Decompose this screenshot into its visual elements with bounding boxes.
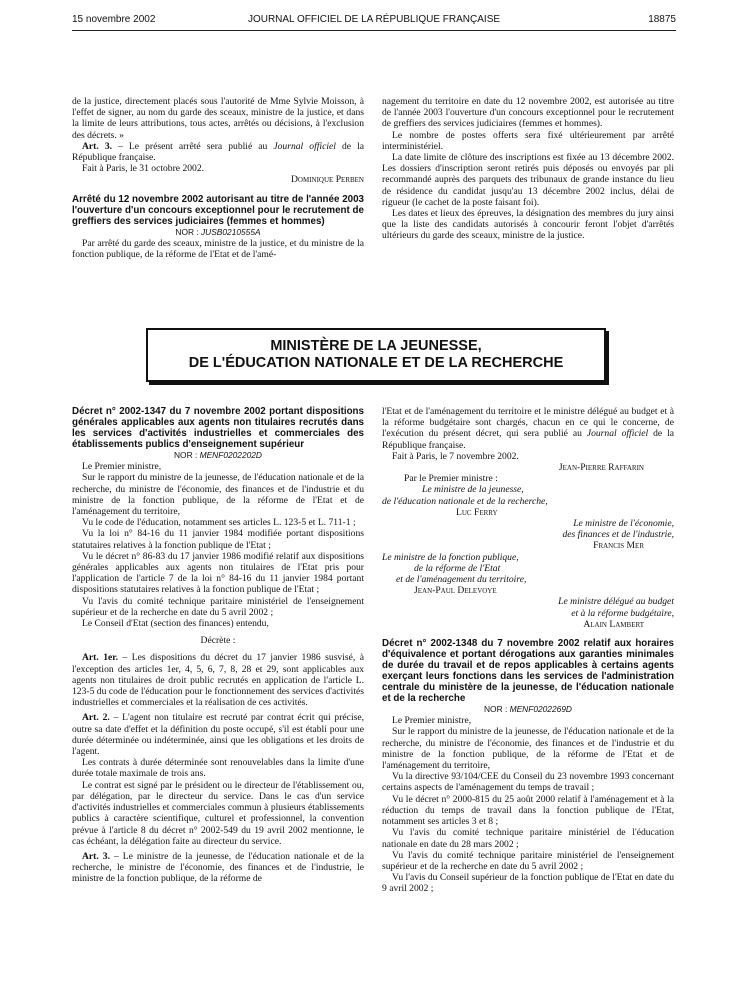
ministry-heading-box bbox=[146, 328, 606, 382]
ministre-line: Le ministre de la fonction publique, bbox=[382, 551, 519, 563]
paragraph: Le nombre de postes offerts sera fixé ultérieurement par arrêté interministériel. bbox=[382, 129, 674, 152]
signature-perben: Dominique Perben bbox=[291, 174, 364, 186]
signature-raffarin: Jean-Pierre Raffarin bbox=[558, 462, 644, 474]
ministre-line: de la réforme de l'Etat bbox=[414, 562, 501, 574]
signature-mer: Francis Mer bbox=[593, 540, 644, 552]
paragraph: Les contrats à durée déterminée sont renouvelables dans la limite d'une durée totale maximale de trois ans. bbox=[72, 757, 364, 780]
header-date: 15 novembre 2002 bbox=[72, 14, 156, 25]
paragraph: de la justice, directement placés sous l'autorité de Mme Sylvie Moisson, à l'effet de signer, au nom du garde des sceaux, ministre de la justice, et dans la limite de leurs attributions, tous actes, arrêtés ou décisions, à l'exclusion des décrets. » bbox=[72, 96, 364, 141]
text: de la République française. bbox=[382, 428, 674, 451]
fait-line: Fait à Paris, le 31 octobre 2002. bbox=[82, 163, 205, 175]
paragraph bbox=[382, 406, 674, 451]
page-header bbox=[0, 14, 748, 30]
paragraph: Vu la directive 93/104/CEE du Conseil du 23 novembre 1993 concernant certains aspects de l'aménagement du temps de travail ; bbox=[382, 771, 674, 794]
signature-ferry: Luc Ferry bbox=[456, 506, 498, 518]
article-1 bbox=[72, 652, 364, 708]
ministre-line: des finances et de l'industrie, bbox=[562, 529, 674, 541]
header-rule bbox=[72, 30, 676, 31]
nor-line bbox=[72, 450, 364, 461]
ministre-line: Le ministre de la jeunesse, bbox=[422, 484, 524, 496]
ministre-line: et à la réforme budgétaire, bbox=[571, 607, 674, 619]
journal-ref: Journal officiel bbox=[586, 428, 649, 440]
paragraph: Vu le décret n° 86-83 du 17 janvier 1986 modifié relatif aux dispositions générales applicables aux agents non titulaires de l'Etat pris pour l'application de l'article 7 de la loi n° 84-16 du 11 janvier 1984 portant dispositions statutaires relatives à la fonction publique de l'Etat ; bbox=[72, 550, 364, 596]
article-label: Art. 3. bbox=[82, 850, 110, 862]
paragraph: La date limite de clôture des inscriptions est fixée au 13 décembre 2002. Les dossiers d'inscription seront retirés puis déposés ou envoyés par pli recommandé auprès des parquets des tribunaux de grande instance du lieu de résidence du candidat jusqu'au 13 décembre 2002 inclus, délai de rigueur (le cachet de la poste faisant foi). bbox=[382, 152, 674, 208]
fait-line: Fait à Paris, le 7 novembre 2002. bbox=[392, 450, 519, 462]
nor-line bbox=[72, 227, 364, 238]
ministre-line: Le ministre délégué au budget bbox=[558, 596, 674, 608]
paragraph: Par arrêté du garde des sceaux, ministre de la justice, et du ministre de la fonction publique, de la réforme de l'Etat et de l'amé- bbox=[72, 237, 364, 261]
paragraph: Le Conseil d'Etat (section des finances) entendu, bbox=[82, 618, 269, 630]
paragraph: Les dates et lieux des épreuves, la désignation des membres du jury ainsi que la liste des candidats autorisés à concourir feront l'objet d'arrêtés ultérieurs du garde des sceaux, ministre de la justice. bbox=[382, 208, 674, 242]
ministry-line-1: MINISTÈRE DE LA JEUNESSE, bbox=[270, 338, 482, 354]
nor-label: NOR : bbox=[175, 226, 201, 237]
paragraph: Vu l'avis du comité technique paritaire ministériel de l'éducation nationale en date du 28 mars 2002 ; bbox=[382, 827, 674, 850]
paragraph: Le Premier ministre, bbox=[82, 461, 162, 473]
paragraph: Vu le décret n° 2000-815 du 25 août 2000 relatif à l'aménagement et à la réduction du temps de travail dans la fonction publique de l'Etat, notamment ses articles 3 et 8 ; bbox=[382, 793, 674, 828]
nor-code: JUSB0210555A bbox=[200, 226, 261, 237]
bottom-left-column bbox=[72, 406, 364, 885]
par-premier-ministre: Par le Premier ministre : bbox=[404, 473, 498, 485]
journal-title: JOURNAL OFFICIEL DE LA RÉPUBLIQUE FRANÇAISE bbox=[247, 14, 501, 25]
article-text-end: de la République française. bbox=[72, 140, 365, 164]
paragraph: Vu l'avis du Conseil supérieur de la fonction publique de l'Etat en date du 9 avril 2002 ; bbox=[382, 872, 674, 895]
paragraph: Vu l'avis du comité technique paritaire ministériel de l'enseignement supérieur et de la recherche en date du 5 avril 2002 ; bbox=[382, 849, 674, 872]
article-text: – Le présent arrêté sera publié au bbox=[112, 140, 274, 152]
decrete: Décrète : bbox=[200, 635, 236, 647]
ministry-line-2: DE L'ÉDUCATION NATIONALE ET DE LA RECHERCHE bbox=[188, 355, 564, 371]
paragraph: Sur le rapport du ministre de la jeunesse, de l'éducation nationale et de la recherche, du ministre de l'économie, des finances et de l'industrie et du ministre de la fonction publique, de la réforme de l'Etat et de l'aménagement du territoire, bbox=[382, 726, 674, 772]
arrete-title: Arrêté du 12 novembre 2002 autorisant au titre de l'année 2003 l'ouverture d'un concours exceptionnel pour le recrutement de greffiers des services judiciaires (femmes et hommes) bbox=[72, 193, 364, 227]
journal-ref: Journal officiel bbox=[273, 140, 336, 152]
signature-delevoye: Jean-Paul Delevoye bbox=[414, 585, 497, 597]
page-number: 18875 bbox=[648, 14, 676, 25]
signature-lambert: Alain Lambert bbox=[583, 618, 644, 630]
nor-code: MENF0202269D bbox=[509, 704, 572, 715]
paragraph: Vu l'avis du comité technique paritaire ministériel de l'enseignement supérieur et de la recherche en date du 5 avril 2002 ; bbox=[72, 595, 364, 618]
article-label: Art. 2. bbox=[82, 712, 110, 724]
paragraph: Le Premier ministre, bbox=[392, 715, 472, 727]
article-text: – Le ministre de la jeunesse, de l'éducation nationale et de la recherche, le ministre de l'économie, des finances et de l'industrie, le ministre de la fonction publique, de la réforme de bbox=[72, 850, 365, 885]
article-label: Art. 3. bbox=[82, 140, 113, 152]
nor-code: MENF0202202D bbox=[199, 450, 262, 460]
paragraph: Vu le code de l'éducation, notamment ses articles L. 123-5 et L. 711-1 ; bbox=[82, 517, 356, 529]
article-3 bbox=[72, 851, 364, 885]
article-2 bbox=[72, 712, 364, 757]
ministre-line: Le ministre de l'économie, bbox=[573, 518, 674, 530]
paragraph: nagement du territoire en date du 12 novembre 2002, est autorisée au titre de l'année 2003 l'ouverture d'un concours exceptionnel pour le recrutement de greffiers des services judiciaires (femmes et hommes). bbox=[382, 96, 674, 130]
top-left-column bbox=[72, 96, 364, 260]
paragraph: Le contrat est signé par le président ou le directeur de l'établissement ou, par délégation, par le directeur du service. Dans le cas d'un service d'activités industrielles et commerciales commun à plusieurs établissements publics à caractère scientifique, culturel et professionnel, la convention prévue à l'article 8 du décret n° 2002-549 du 19 avril 2002 mentionne, le cas échéant, la délégation faite au directeur du service. bbox=[72, 779, 364, 847]
article-text: – Les dispositions du décret du 17 janvier 1986 susvisé, à l'exception des articles 1er, 4, 5, 6, 7, 8, 28 et 29, sont applicables aux agents non titulaires de droit public recrutés en application de l'article L. 123-5 du code de l'éducation pour le fonctionnement des services d'activités industrielles et commerciales et la réalisation de ces activités. bbox=[72, 652, 364, 709]
paragraph: Sur le rapport du ministre de la jeunesse, de l'éducation nationale et de la recherche, du ministre de l'économie, des finances et de l'industrie et du ministre de la fonction publique, de la réforme de l'Etat et de l'aménagement du territoire, bbox=[72, 472, 364, 518]
ministre-line: de l'éducation nationale et de la recherche, bbox=[382, 495, 548, 507]
top-right-column bbox=[382, 96, 674, 242]
ministre-line: et de l'aménagement du territoire, bbox=[396, 574, 527, 586]
decret-title: Décret n° 2002-1347 du 7 novembre 2002 portant dispositions générales applicables aux agents non titulaires recrutés dans les services d'activités industrielles et commerciales des établissements publics d'enseignement supérieur bbox=[72, 406, 364, 450]
paragraph: Vu la loi n° 84-16 du 11 janvier 1984 modifiée portant dispositions statutaires relatives à la fonction publique de l'Etat ; bbox=[72, 528, 364, 551]
nor-label: NOR : bbox=[174, 450, 200, 460]
text: l'Etat et de l'aménagement du territoire et le ministre délégué au budget et à la réforme budgétaire sont chargés, chacun en ce qui le concerne, de l'exécution du présent décret, qui sera publié au bbox=[382, 406, 674, 440]
decret2-title: Décret n° 2002-1348 du 7 novembre 2002 relatif aux horaires d'équivalence et portant dérogations aux garanties minimales de durée du travail et de repos applicables à certains agents exerçant leurs fonctions dans les services de l'administration centrale du ministère de la jeunesse, de l'éducation nationale et de la recherche bbox=[382, 638, 674, 705]
article-label: Art. 1er. bbox=[82, 652, 119, 664]
bottom-right-column bbox=[382, 406, 674, 895]
nor-line bbox=[382, 704, 674, 715]
article-3 bbox=[72, 141, 364, 163]
article-text: – L'agent non titulaire est recruté par contrat écrit qui précise, outre sa date d'effet et la définition du poste occupé, s'il est établi pour une durée déterminée ou indéterminée, ainsi que les obligations et les droits de l'agent. bbox=[72, 712, 364, 758]
nor-label: NOR : bbox=[484, 704, 510, 715]
